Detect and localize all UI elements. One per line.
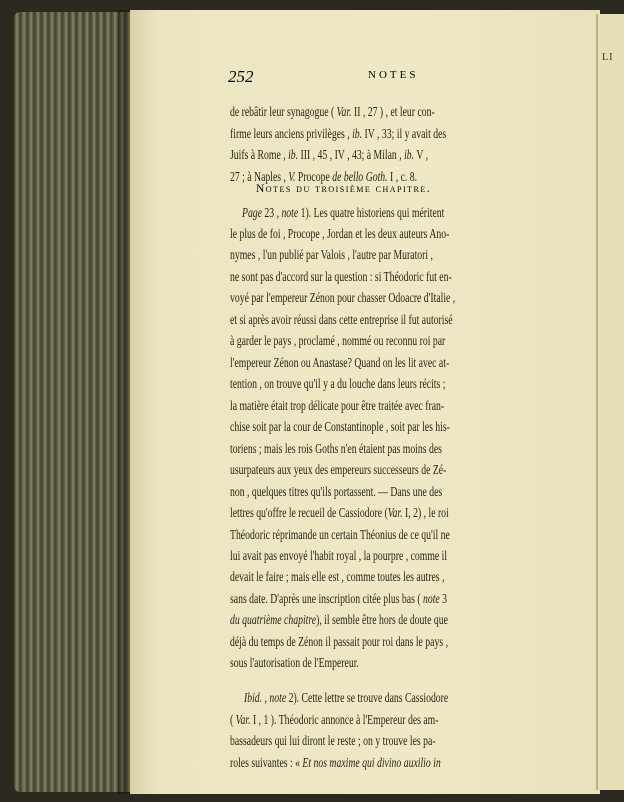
text-run: I , 1 ). Théodoric annonce à l'Empereur des am- (250, 712, 439, 727)
text-run: sans date. D'après une inscription citée plus bas ( (230, 591, 423, 606)
italic-text: de bello Goth. (332, 169, 388, 184)
italic-text: Ibid. (244, 690, 263, 705)
text-run: ne sont pas d'accord sur la question : si Théodoric fut en- (230, 269, 452, 284)
italic-text: note (281, 205, 299, 220)
text-run: tention , on trouve qu'il y a du louche dans leurs récits ; (230, 376, 446, 391)
text-line (230, 592, 552, 606)
text-line (230, 570, 552, 584)
text-run: de rebâtir leur synagogue ( (230, 104, 337, 119)
running-head: NOTES (368, 69, 419, 81)
text-run: 2). Cette lettre se trouve dans Cassiodore (286, 690, 449, 705)
text-line (230, 635, 552, 649)
text-run: , (262, 690, 270, 705)
text-line (230, 420, 552, 434)
text-run: 3 (439, 591, 448, 606)
italic-text: note (269, 690, 287, 705)
text-run: IV , 33; il y avait des (362, 126, 447, 141)
italic-text: V. (288, 169, 296, 184)
text-line (230, 463, 552, 477)
text-run: ), il semble être hors de doute que (316, 612, 448, 627)
text-run: lettres qu'offre le recueil de Cassiodore ( (230, 505, 388, 520)
text-run: la matière était trop délicate pour être traitée avec fran- (230, 398, 445, 413)
chapter-heading: Notes du troisième chapitre. (256, 183, 432, 195)
text-run: Théodoric réprimande un certain Théonius de ce qu'il ne (230, 527, 450, 542)
text-run: I , c. 8. (387, 169, 418, 184)
text-run: non , quelques titres qu'ils portassent. — Dans une des (230, 484, 443, 499)
text-line (230, 549, 552, 563)
text-line (230, 148, 552, 162)
text-run: déjà du temps de Zénon il passait pour roi dans le pays , (230, 634, 449, 649)
text-line (230, 170, 552, 184)
text-line (230, 756, 552, 770)
text-run: II , 27 ) , et leur con- (351, 104, 435, 119)
text-run: toriens ; mais les rois Goths n'en étaient pas moins des (230, 441, 442, 456)
text-line (230, 734, 552, 748)
text-run: Procope (295, 169, 333, 184)
text-run: 27 ; à Naples , (230, 169, 289, 184)
italic-text: du quatrième chapitre (230, 612, 317, 627)
text-run: lui avait pas envoyé l'habit royal , la pourpre , comme il (230, 548, 448, 563)
text-line (230, 506, 552, 520)
text-run: ( (230, 712, 236, 727)
text-line (230, 270, 552, 284)
italic-text: Var. (387, 505, 403, 520)
page-number: 252 (228, 67, 254, 86)
text-line (230, 713, 552, 727)
text-run: V , (414, 147, 429, 162)
italic-text: ib. (288, 147, 299, 162)
text-run: I, 2) , le roi (402, 505, 449, 520)
facing-page-edge (596, 14, 624, 790)
italic-text: Page (242, 205, 262, 220)
text-line (230, 291, 552, 305)
text-run: à garder le pays , proclamé , nommé ou reconnu roi par (230, 333, 446, 348)
text-run: Juifs à Rome , (230, 147, 289, 162)
text-run: 23 , (261, 205, 282, 220)
text-run: le plus de foi , Procope , Jordan et les deux auteurs Ano- (230, 226, 450, 241)
text-line (242, 206, 564, 220)
text-line (230, 613, 552, 627)
text-line (230, 442, 552, 456)
text-run: 1). Les quatre historiens qui méritent (298, 205, 445, 220)
text-line (230, 313, 552, 327)
text-run: III , 45 , IV , 43; à Milan , (298, 147, 405, 162)
text-run: sous l'autorisation de l'Empereur. (230, 655, 359, 670)
text-line (230, 399, 552, 413)
text-line (230, 248, 552, 262)
text-line (230, 227, 552, 241)
text-run: usurpateurs aux yeux des empereurs successeurs de Zé- (230, 462, 447, 477)
italic-text: Var. (235, 712, 251, 727)
text-run: l'empereur Zénon ou Anastase? Quand on les lit avec at- (230, 355, 450, 370)
text-line (230, 127, 552, 141)
text-line (230, 528, 552, 542)
text-run: voyé par l'empereur Zénon pour chasser Odoacre d'Italie , (230, 290, 456, 305)
italic-text: note (422, 591, 440, 606)
text-line (230, 334, 552, 348)
italic-text: ib. (404, 147, 415, 162)
text-run: nymes , l'un publié par Valois , l'autre par Muratori , (230, 247, 433, 262)
text-run: et si après avoir réussi dans cette entreprise il fut autorisé (230, 312, 453, 327)
page-header (228, 67, 568, 87)
text-line (230, 356, 552, 370)
text-line (230, 377, 552, 391)
italic-text: Et nos maxime qui divino auxilio in (302, 755, 441, 770)
text-line (230, 105, 552, 119)
text-line (230, 656, 552, 670)
text-run: roles suivantes : « (230, 755, 303, 770)
text-run: bassadeurs qui lui diront le reste ; on y trouve les pa- (230, 733, 436, 748)
text-run: chise soit par la cour de Constantinople , soit par les his- (230, 419, 450, 434)
italic-text: ib. (352, 126, 363, 141)
italic-text: Var. (336, 104, 352, 119)
text-run: firme leurs anciens privilèges , (230, 126, 353, 141)
text-line (244, 691, 566, 705)
text-run: devait le faire ; mais elle est , comme toutes les autres , (230, 569, 445, 584)
facing-page-text-fragment: LI (602, 52, 614, 63)
text-line (230, 485, 552, 499)
